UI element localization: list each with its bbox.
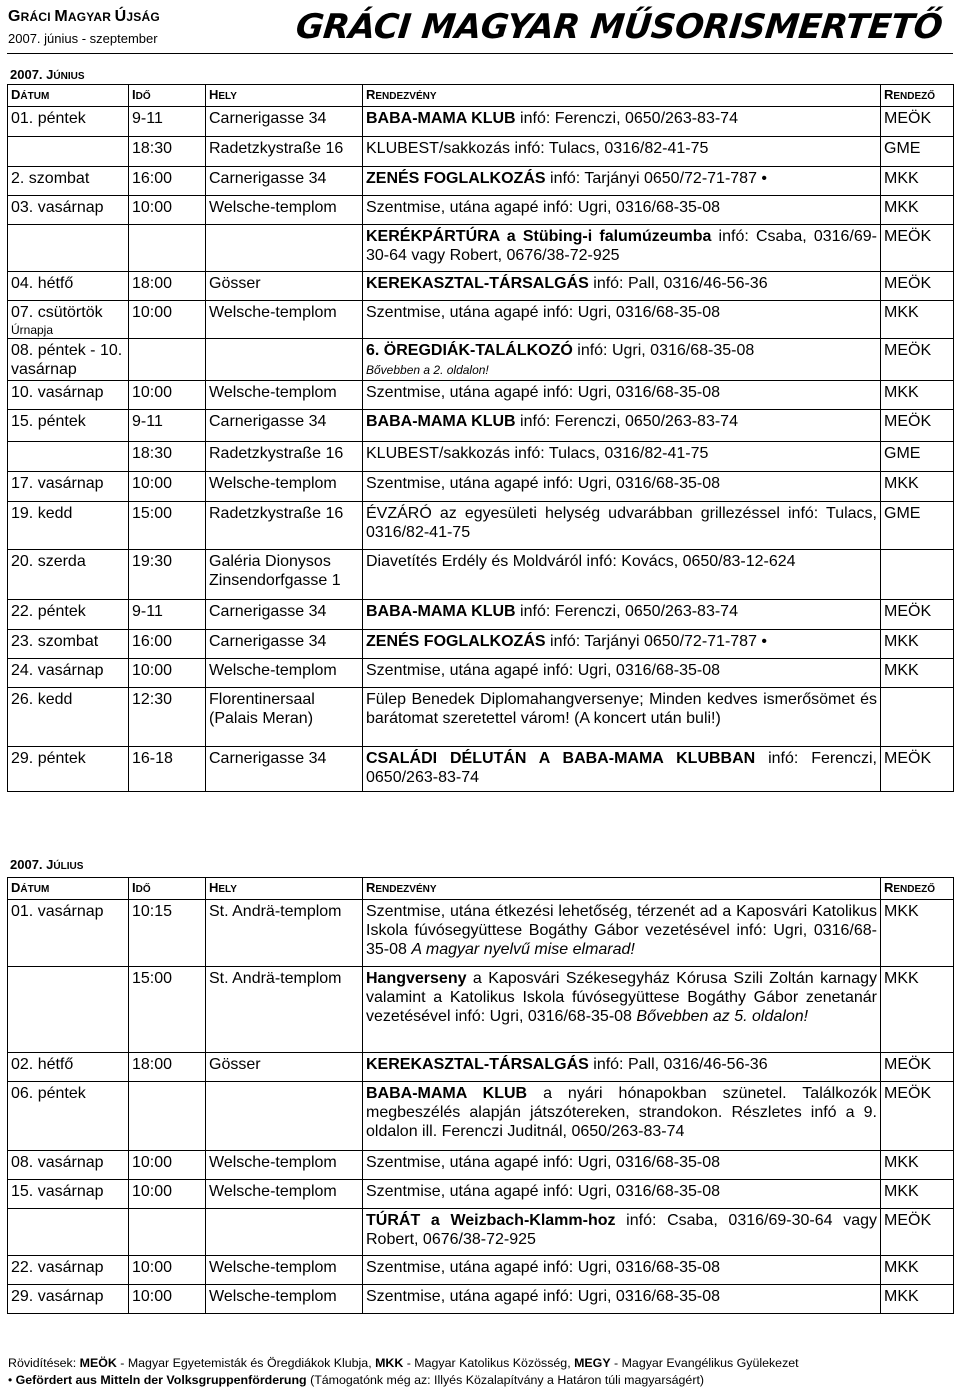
cell-organizer	[881, 688, 954, 747]
cell-organizer: MEÖK	[881, 225, 954, 272]
cell-date: 26. kedd	[8, 688, 129, 747]
cell-place: Welsche-templom	[206, 196, 363, 225]
cell-date: 22. vasárnap	[8, 1256, 129, 1285]
cell-event: KEREKASZTAL-TÁRSALGÁS infó: Pall, 0316/46-56-36	[363, 1053, 881, 1082]
cell-event: KERÉKPÁRTÚRA a Stübing-i falumúzeumba infó: Csaba, 0316/69-30-64 vagy Robert, 0676/38-72-925	[363, 225, 881, 272]
cell-event: Szentmise, utána agapé infó: Ugri, 0316/68-35-08	[363, 1285, 881, 1314]
cell-date: 29. vasárnap	[8, 1285, 129, 1314]
cell-date: 01. vasárnap	[8, 900, 129, 967]
cell-organizer: MEÖK	[881, 107, 954, 137]
cell-time: 18:30	[129, 442, 206, 472]
cell-date	[8, 1209, 129, 1256]
cell-time: 10:00	[129, 1180, 206, 1209]
cell-place: Radetzkystraße 16	[206, 442, 363, 472]
cell-place: Gösser	[206, 272, 363, 301]
cell-event: Diavetítés Erdély és Moldváról infó: Kovács, 0650/83-12-624	[363, 550, 881, 600]
cell-time: 10:15	[129, 900, 206, 967]
cell-date	[8, 137, 129, 167]
july-schedule-table	[7, 877, 954, 1314]
cell-event: KLUBEST/sakkozás infó: Tulacs, 0316/82-41-75	[363, 442, 881, 472]
banner-title: GRÁCI MAGYAR MŰSORISMERTETŐ	[293, 7, 945, 47]
table-row	[8, 472, 954, 502]
cell-date: 08. péntek - 10. vasárnap	[8, 339, 129, 381]
cell-place: Carnerigasse 34	[206, 107, 363, 137]
cell-place	[206, 1082, 363, 1151]
cell-event: BABA-MAMA KLUB infó: Ferenczi, 0650/263-83-74	[363, 107, 881, 137]
table-row	[8, 630, 954, 659]
table-row	[8, 442, 954, 472]
cell-time: 16:00	[129, 630, 206, 659]
cell-place	[206, 225, 363, 272]
cell-time: 16-18	[129, 747, 206, 792]
col-header-place: HELY	[206, 85, 363, 107]
cell-event: ÉVZÁRÓ az egyesületi helység udvarábban grillezéssel infó: Tulacs, 0316/82-41-75	[363, 502, 881, 550]
cell-time: 9-11	[129, 410, 206, 442]
july-title: 2007. JÚLIUS	[10, 857, 84, 872]
cell-place: St. Andrä-templom	[206, 900, 363, 967]
cell-event: BABA-MAMA KLUB infó: Ferenczi, 0650/263-83-74	[363, 410, 881, 442]
cell-time: 10:00	[129, 196, 206, 225]
cell-place: Carnerigasse 34	[206, 410, 363, 442]
cell-event: KEREKASZTAL-TÁRSALGÁS infó: Pall, 0316/46-56-36	[363, 272, 881, 301]
cell-date: 17. vasárnap	[8, 472, 129, 502]
header-divider	[7, 53, 953, 54]
table-row	[8, 1180, 954, 1209]
cell-date	[8, 442, 129, 472]
col-header-organizer: RENDEZŐ	[881, 85, 954, 107]
cell-event: 6. ÖREGDIÁK-TALÁLKOZÓ infó: Ugri, 0316/68-35-08 Bővebben a 2. oldalon!	[363, 339, 881, 381]
abbrev-2: MEGY - Magyar Evangélikus Gyülekezet	[574, 1356, 799, 1370]
table-row	[8, 1209, 954, 1256]
cell-date: 19. kedd	[8, 502, 129, 550]
cell-date: 23. szombat	[8, 630, 129, 659]
cell-organizer: MKK	[881, 301, 954, 339]
cell-place: St. Andrä-templom	[206, 967, 363, 1053]
cell-date: 07. csütörtök Úrnapja	[8, 301, 129, 339]
col-header-event: RENDEZVÉNY	[363, 85, 881, 107]
cell-date: 15. vasárnap	[8, 1180, 129, 1209]
cell-organizer: MEÖK	[881, 1053, 954, 1082]
cell-place: Carnerigasse 34	[206, 630, 363, 659]
table-row	[8, 272, 954, 301]
cell-organizer: MEÖK	[881, 1209, 954, 1256]
cell-time	[129, 1209, 206, 1256]
cell-date: 24. vasárnap	[8, 659, 129, 688]
cell-date	[8, 967, 129, 1053]
cell-date: 02. hétfő	[8, 1053, 129, 1082]
cell-organizer: MEÖK	[881, 600, 954, 630]
cell-date: 06. péntek	[8, 1082, 129, 1151]
cell-event: Szentmise, utána agapé infó: Ugri, 0316/68-35-08	[363, 301, 881, 339]
table-row	[8, 225, 954, 272]
cell-event: KLUBEST/sakkozás infó: Tulacs, 0316/82-41-75	[363, 137, 881, 167]
cell-place: Carnerigasse 34	[206, 747, 363, 792]
cell-place: Welsche-templom	[206, 1180, 363, 1209]
cell-time: 18:00	[129, 272, 206, 301]
cell-time: 10:00	[129, 1151, 206, 1180]
cell-time: 10:00	[129, 381, 206, 410]
table-row	[8, 1053, 954, 1082]
cell-organizer: MEÖK	[881, 339, 954, 381]
cell-event: Szentmise, utána agapé infó: Ugri, 0316/68-35-08	[363, 659, 881, 688]
cell-event: TÚRÁT a Weizbach-Klamm-hoz infó: Csaba, 0316/69-30-64 vagy Robert, 0676/38-72-925	[363, 1209, 881, 1256]
cell-place: Welsche-templom	[206, 1285, 363, 1314]
cell-time: 15:00	[129, 967, 206, 1053]
cell-event: Szentmise, utána agapé infó: Ugri, 0316/68-35-08	[363, 381, 881, 410]
col-header-event: RENDEZVÉNY	[363, 878, 881, 900]
table-header-row	[8, 85, 954, 107]
footer-abbreviations	[8, 1355, 958, 1372]
cell-event: CSALÁDI DÉLUTÁN A BABA-MAMA KLUBBAN infó: Ferenczi, 0650/263-83-74	[363, 747, 881, 792]
table-row	[8, 301, 954, 339]
cell-place: Welsche-templom	[206, 472, 363, 502]
cell-date: 10. vasárnap	[8, 381, 129, 410]
cell-organizer: MKK	[881, 1285, 954, 1314]
cell-place: Carnerigasse 34	[206, 167, 363, 196]
cell-place: Radetzkystraße 16	[206, 502, 363, 550]
cell-organizer: MKK	[881, 659, 954, 688]
cell-time: 18:30	[129, 137, 206, 167]
cell-place: Carnerigasse 34	[206, 600, 363, 630]
col-header-time: IDŐ	[129, 878, 206, 900]
cell-time: 9-11	[129, 600, 206, 630]
cell-time	[129, 339, 206, 381]
cell-organizer: MKK	[881, 1151, 954, 1180]
cell-date: 2. szombat	[8, 167, 129, 196]
cell-place: Welsche-templom	[206, 301, 363, 339]
cell-event: Szentmise, utána agapé infó: Ugri, 0316/68-35-08	[363, 196, 881, 225]
cell-organizer: MEÖK	[881, 747, 954, 792]
table-row	[8, 1256, 954, 1285]
cell-event: Szentmise, utána agapé infó: Ugri, 0316/68-35-08	[363, 1180, 881, 1209]
cell-event: Szentmise, utána agapé infó: Ugri, 0316/68-35-08	[363, 1151, 881, 1180]
cell-date: 03. vasárnap	[8, 196, 129, 225]
table-row	[8, 1151, 954, 1180]
abbrev-1: MKK - Magyar Katolikus Közösség,	[375, 1356, 575, 1370]
cell-organizer: GME	[881, 137, 954, 167]
cell-time: 10:00	[129, 1256, 206, 1285]
cell-organizer: MKK	[881, 900, 954, 967]
cell-organizer	[881, 550, 954, 600]
col-header-organizer: RENDEZŐ	[881, 878, 954, 900]
table-row	[8, 196, 954, 225]
cell-place	[206, 339, 363, 381]
cell-time: 18:00	[129, 1053, 206, 1082]
cell-place: Gösser	[206, 1053, 363, 1082]
table-row	[8, 550, 954, 600]
cell-organizer: MEÖK	[881, 410, 954, 442]
cell-time: 10:00	[129, 659, 206, 688]
cell-organizer: MKK	[881, 967, 954, 1053]
cell-event: ZENÉS FOGLALKOZÁS infó: Tarjányi 0650/72-71-787 •	[363, 167, 881, 196]
table-row	[8, 747, 954, 792]
cell-place: Welsche-templom	[206, 1151, 363, 1180]
june-rows	[8, 107, 954, 792]
publication-name: GRÁCI MAGYAR ÚJSÁG	[8, 8, 160, 25]
cell-time: 10:00	[129, 472, 206, 502]
cell-time	[129, 1082, 206, 1151]
cell-time: 19:30	[129, 550, 206, 600]
table-row	[8, 688, 954, 747]
table-row	[8, 600, 954, 630]
cell-place: Radetzkystraße 16	[206, 137, 363, 167]
cell-date	[8, 225, 129, 272]
table-row	[8, 659, 954, 688]
cell-date: 15. péntek	[8, 410, 129, 442]
cell-event: BABA-MAMA KLUB a nyári hónapokban szünetel. Találkozók megbeszélés alapján játszótereken, strandokon. Részletes infó a 9. oldalon ill. Ferenczi Juditnál, 0650/263-83-74	[363, 1082, 881, 1151]
publication-date: 2007. június - szeptember	[8, 31, 158, 46]
cell-event: ZENÉS FOGLALKOZÁS infó: Tarjányi 0650/72-71-787 •	[363, 630, 881, 659]
table-row	[8, 137, 954, 167]
cell-organizer: MKK	[881, 1180, 954, 1209]
cell-date: 29. péntek	[8, 747, 129, 792]
cell-date: 22. péntek	[8, 600, 129, 630]
cell-place: Welsche-templom	[206, 381, 363, 410]
col-header-date: DÁTUM	[8, 878, 129, 900]
cell-date: 01. péntek	[8, 107, 129, 137]
cell-time: 15:00	[129, 502, 206, 550]
table-row	[8, 1285, 954, 1314]
cell-organizer: GME	[881, 442, 954, 472]
cell-organizer: MKK	[881, 381, 954, 410]
cell-event: BABA-MAMA KLUB infó: Ferenczi, 0650/263-83-74	[363, 600, 881, 630]
table-row	[8, 502, 954, 550]
cell-organizer: MKK	[881, 167, 954, 196]
table-row	[8, 381, 954, 410]
july-rows	[8, 900, 954, 1314]
cell-place: Florentinersaal (Palais Meran)	[206, 688, 363, 747]
cell-date: 20. szerda	[8, 550, 129, 600]
table-row	[8, 900, 954, 967]
cell-organizer: MEÖK	[881, 1082, 954, 1151]
cell-date: 04. hétfő	[8, 272, 129, 301]
cell-organizer: GME	[881, 502, 954, 550]
table-row	[8, 107, 954, 137]
cell-time: 10:00	[129, 1285, 206, 1314]
footer-funding: • Gefördert aus Mitteln der Volksgruppenförderung (Támogatónk még az: Illyés Közalapítvány a Határon túli magyarságért)	[8, 1373, 705, 1387]
cell-event: Szentmise, utána agapé infó: Ugri, 0316/68-35-08	[363, 472, 881, 502]
cell-time	[129, 225, 206, 272]
table-row	[8, 1082, 954, 1151]
table-row	[8, 410, 954, 442]
cell-time: 10:00	[129, 301, 206, 339]
cell-organizer: MKK	[881, 630, 954, 659]
cell-date: 08. vasárnap	[8, 1151, 129, 1180]
cell-time: 9-11	[129, 107, 206, 137]
col-header-date: DÁTUM	[8, 85, 129, 107]
table-header-row	[8, 878, 954, 900]
cell-event: Szentmise, utána étkezési lehetőség, térzenét ad a Kaposvári Katolikus Iskola fúvósegyüttese Bogáthy Gábor vezetésével infó: Ugri, 0316/68-35-08 A magyar nyelvű mise elmarad!	[363, 900, 881, 967]
cell-event: Fülep Benedek Diplomahangversenye; Minden kedves ismerősömet és barátomat szeretettel várom! (A koncert után buli!)	[363, 688, 881, 747]
cell-organizer: MKK	[881, 1256, 954, 1285]
cell-organizer: MKK	[881, 472, 954, 502]
cell-place: Welsche-templom	[206, 659, 363, 688]
table-row	[8, 967, 954, 1053]
col-header-time: IDŐ	[129, 85, 206, 107]
abbrev-0: MEÖK - Magyar Egyetemisták és Öregdiákok Klubja,	[79, 1356, 376, 1370]
cell-place: Welsche-templom	[206, 1256, 363, 1285]
cell-event: Szentmise, utána agapé infó: Ugri, 0316/68-35-08	[363, 1256, 881, 1285]
page-header	[0, 0, 960, 52]
cell-time: 16:00	[129, 167, 206, 196]
cell-event: Hangverseny a Kaposvári Székesegyház Kórusa Szili Zoltán karnagy valamint a Katolikus Iskola fúvósegyüttese Bogáthy Gábor zenetanár vezetésével infó: Ugri, 0316/68-35-08 Bővebben az 5. oldalon!	[363, 967, 881, 1053]
cell-place	[206, 1209, 363, 1256]
table-row	[8, 167, 954, 196]
cell-place: Galéria Dionysos Zinsendorfgasse 1	[206, 550, 363, 600]
june-schedule-table	[7, 84, 954, 792]
cell-organizer: MEÖK	[881, 272, 954, 301]
table-row	[8, 339, 954, 381]
june-title: 2007. JÚNIUS	[10, 67, 85, 82]
abbrev-label: Rövidítések:	[8, 1356, 77, 1370]
footer	[8, 1355, 958, 1389]
cell-organizer: MKK	[881, 196, 954, 225]
col-header-place: HELY	[206, 878, 363, 900]
cell-time: 12:30	[129, 688, 206, 747]
